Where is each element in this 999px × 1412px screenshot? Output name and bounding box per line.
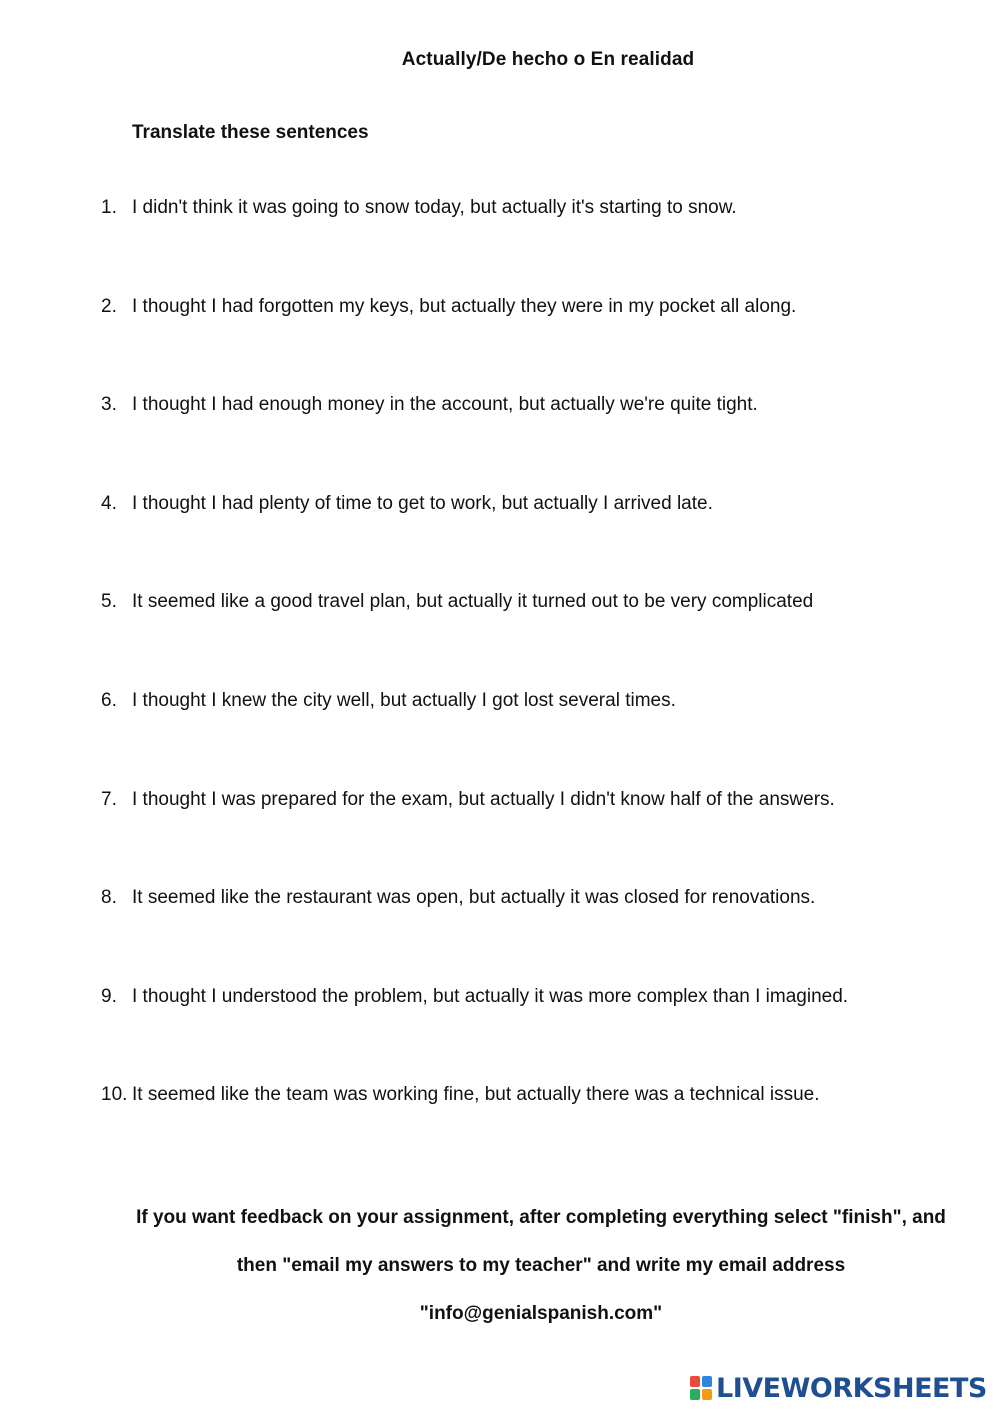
item-number: 5. xyxy=(101,591,117,613)
item-number: 10. xyxy=(101,1084,128,1106)
item-number: 6. xyxy=(101,689,117,711)
item-number: 1. xyxy=(101,197,117,218)
sentence-text: I thought I had enough money in the account, but actually we're quite tight. xyxy=(132,394,758,416)
sentence-text: I thought I had plenty of time to get to work, but actually I arrived late. xyxy=(132,492,713,514)
sentence-text: It seemed like the team was working fine, but actually there was a technical issue. xyxy=(132,1084,820,1106)
item-number: 7. xyxy=(101,788,117,810)
sentence-text: I didn't think it was going to snow today, but actually it's starting to snow. xyxy=(132,197,737,218)
sentence-text: I thought I had forgotten my keys, but actually they were in my pocket all along. xyxy=(132,295,797,317)
list-item xyxy=(0,295,999,394)
sentence-text: I thought I knew the city well, but actually I got lost several times. xyxy=(132,689,676,711)
list-item xyxy=(0,590,999,689)
feedback-instructions-line-1: If you want feedback on your assignment, after completing everything select "finish", and xyxy=(136,1207,946,1228)
sentence-text: It seemed like the restaurant was open, but actually it was closed for renovations. xyxy=(132,887,816,909)
list-item xyxy=(0,985,999,1084)
list-item xyxy=(0,196,999,295)
logo-text: LIVEWORKSHEETS xyxy=(716,1372,987,1404)
sentence-text: I thought I understood the problem, but actually it was more complex than I imagined. xyxy=(132,985,849,1007)
liveworksheets-icon xyxy=(690,1376,712,1400)
item-number: 2. xyxy=(101,295,117,317)
list-item xyxy=(0,788,999,887)
sentence-text: It seemed like a good travel plan, but actually it turned out to be very complicated xyxy=(132,591,814,613)
item-number: 9. xyxy=(101,985,117,1007)
list-item xyxy=(0,492,999,591)
liveworksheets-logo xyxy=(690,1372,987,1404)
feedback-instructions-line-2: then "email my answers to my teacher" and write my email address xyxy=(236,1255,846,1276)
document-title: Actually/De hecho o En realidad xyxy=(401,49,695,70)
list-item xyxy=(0,1083,999,1182)
sentence-list xyxy=(0,196,999,1182)
sentence-text: I thought I was prepared for the exam, but actually I didn't know half of the answers. xyxy=(132,788,835,810)
list-item xyxy=(0,393,999,492)
item-number: 3. xyxy=(101,394,117,416)
list-item xyxy=(0,689,999,788)
teacher-email: "info@genialspanish.com" xyxy=(419,1303,663,1324)
item-number: 4. xyxy=(101,492,117,514)
list-item xyxy=(0,886,999,985)
instruction-heading: Translate these sentences xyxy=(132,122,369,143)
item-number: 8. xyxy=(101,887,117,909)
